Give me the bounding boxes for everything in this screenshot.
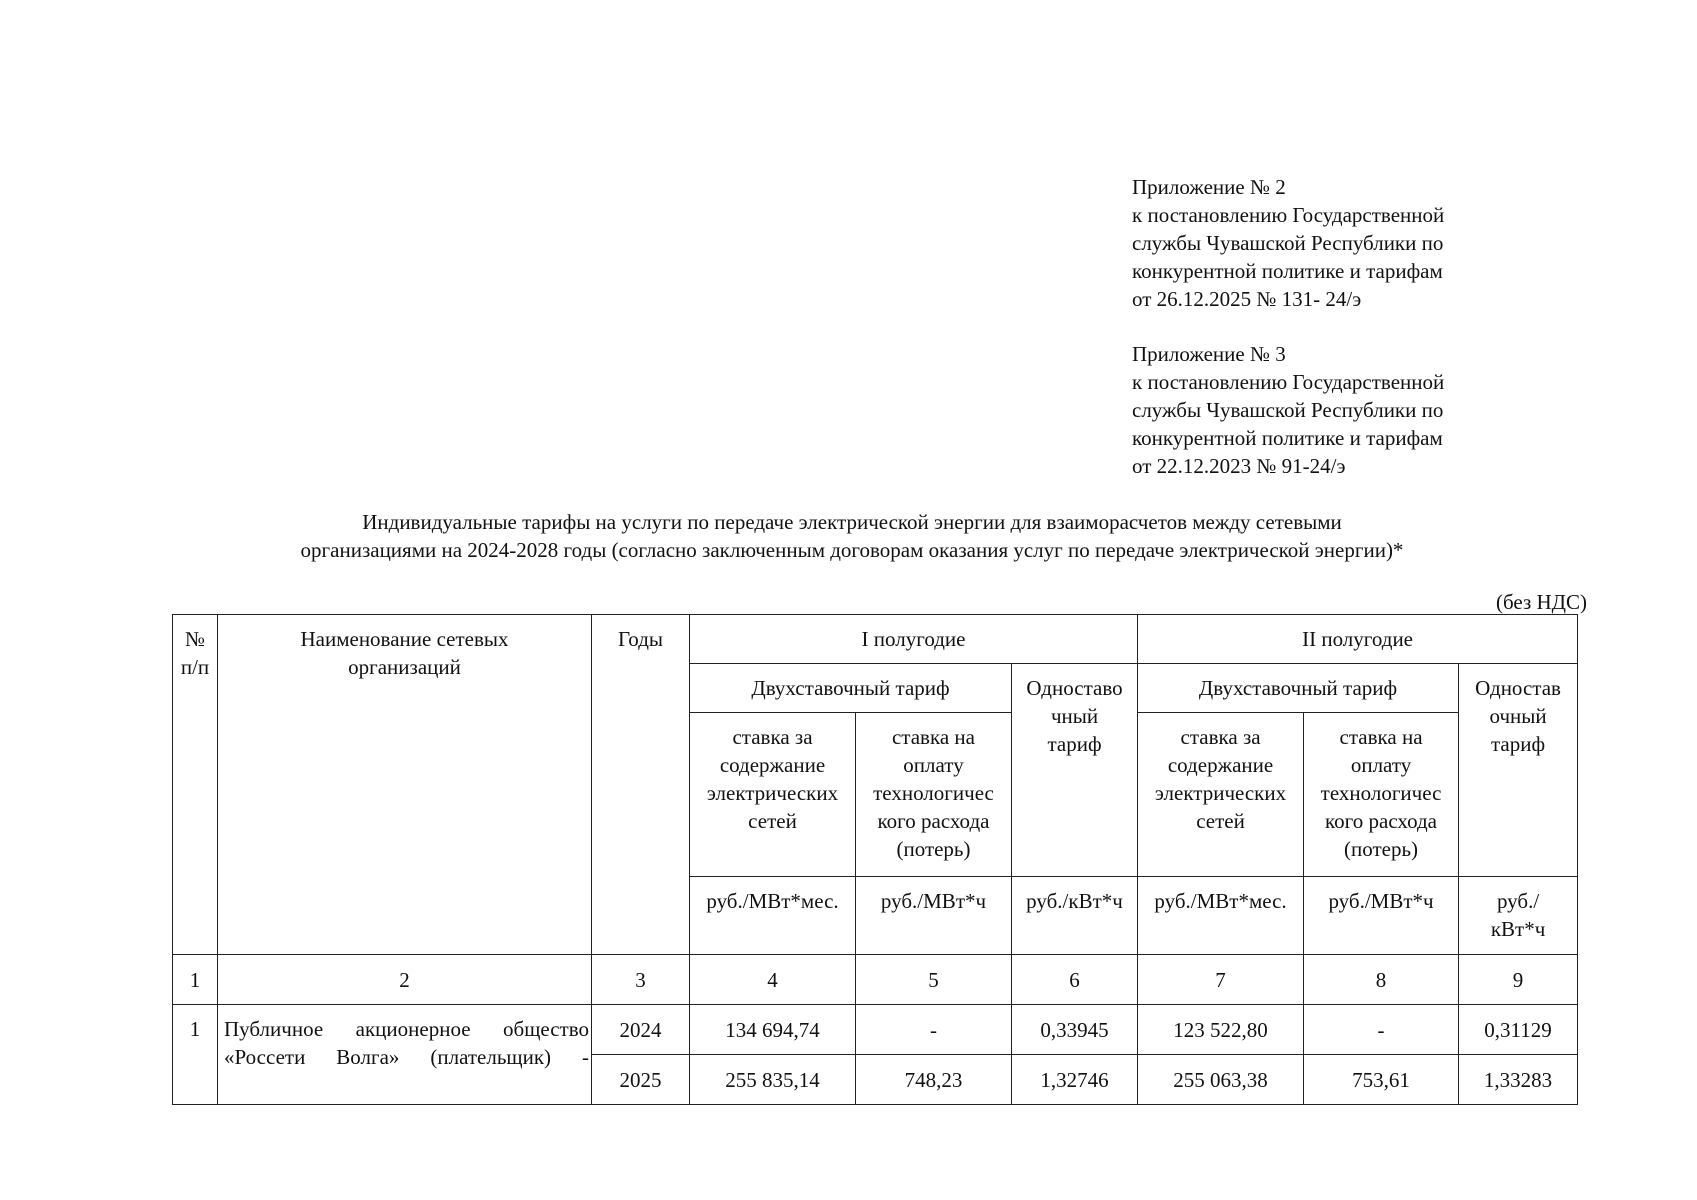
document-title-line: Индивидуальные тарифы на услуги по передаче электрической энергии для взаиморасчетов между сетевыми xyxy=(362,510,1342,534)
header-text: ставка за xyxy=(1180,725,1261,749)
header-half-2: II полугодие xyxy=(1138,615,1578,664)
header-text: оплату xyxy=(903,753,964,777)
header-text: кВт*ч xyxy=(1490,917,1546,941)
unit-col-5: руб./МВт*ч xyxy=(856,877,1012,955)
header-text: сетей xyxy=(1196,809,1245,833)
header-text: содержание xyxy=(1167,753,1274,777)
appendix-line: конкурентной политике и тарифам xyxy=(1132,426,1443,450)
value-cell: 134 694,74 xyxy=(690,1005,856,1055)
value-cell: 0,33945 xyxy=(1012,1005,1138,1055)
header-text: кого расхода xyxy=(1325,809,1437,833)
header-two-rate-2: Двухставочный тариф xyxy=(1138,664,1459,713)
header-text: (потерь) xyxy=(896,837,971,861)
unit-col-9 xyxy=(1459,877,1578,955)
column-number: 6 xyxy=(1012,955,1138,1005)
vat-note: (без НДС) xyxy=(1495,590,1587,614)
unit-col-6: руб./кВт*ч xyxy=(1012,877,1138,955)
org-name-line: Публичное акционерное общество xyxy=(224,1017,589,1041)
column-number: 1 xyxy=(173,955,218,1005)
value-cell: - xyxy=(856,1005,1012,1055)
value-cell: 0,31129 xyxy=(1459,1005,1578,1055)
value-cell: - xyxy=(1304,1005,1459,1055)
header-text: технологичес xyxy=(873,781,994,805)
year-cell: 2025 xyxy=(592,1055,690,1105)
header-text: оплату xyxy=(1350,753,1412,777)
value-cell: 753,61 xyxy=(1304,1055,1459,1105)
column-number-row xyxy=(173,955,1578,1005)
header-text: (потерь) xyxy=(1344,837,1419,861)
header-text: электрических xyxy=(706,781,839,805)
unit-col-7: руб./МВт*мес. xyxy=(1138,877,1304,955)
appendix-current-block xyxy=(1132,173,1552,313)
header-losses-rate-2 xyxy=(1304,713,1459,877)
header-text: технологичес xyxy=(1320,781,1442,805)
header-years: Годы xyxy=(592,615,690,955)
value-cell: 255 063,38 xyxy=(1138,1055,1304,1105)
appendix-line: от 22.12.2023 № 91-24/э xyxy=(1132,454,1346,478)
appendix-line: Приложение № 2 xyxy=(1132,175,1286,199)
header-num xyxy=(173,615,218,955)
appendix-line: Приложение № 3 xyxy=(1132,342,1286,366)
column-number: 3 xyxy=(592,955,690,1005)
header-text: ставка на xyxy=(891,725,975,749)
header-text: чный xyxy=(1050,704,1099,728)
column-number: 7 xyxy=(1138,955,1304,1005)
header-text: ставка на xyxy=(1339,725,1423,749)
header-text: очный xyxy=(1489,704,1547,728)
value-cell: 1,32746 xyxy=(1012,1055,1138,1105)
table-row xyxy=(173,1005,1578,1055)
header-losses-rate-1 xyxy=(856,713,1012,877)
column-number: 2 xyxy=(218,955,592,1005)
value-cell: 1,33283 xyxy=(1459,1055,1578,1105)
header-text: Одностав xyxy=(1475,676,1561,700)
unit-col-4: руб./МВт*мес. xyxy=(690,877,856,955)
header-single-rate-1 xyxy=(1012,664,1138,877)
value-cell: 123 522,80 xyxy=(1138,1005,1304,1055)
document-title-line: организациями на 2024-2028 годы (согласно заключенным договорам оказания услуг по передаче электрической энергии)* xyxy=(300,538,1404,562)
header-org-name xyxy=(218,615,592,955)
appendix-original-block xyxy=(1132,340,1552,480)
column-number: 4 xyxy=(690,955,856,1005)
document-title xyxy=(160,508,1544,564)
value-cell: 748,23 xyxy=(856,1055,1012,1105)
unit-col-8: руб./МВт*ч xyxy=(1304,877,1459,955)
org-name-line: «Россети Волга» (плательщик) - xyxy=(224,1045,589,1069)
appendix-line: от 26.12.2025 № 131- 24/э xyxy=(1132,287,1362,311)
year-cell: 2024 xyxy=(592,1005,690,1055)
column-number: 9 xyxy=(1459,955,1578,1005)
header-text: п/п xyxy=(180,655,210,679)
header-text: кого расхода xyxy=(877,809,990,833)
column-number: 5 xyxy=(856,955,1012,1005)
org-name-cell xyxy=(218,1005,592,1105)
header-half-1: I полугодие xyxy=(690,615,1138,664)
header-text: организаций xyxy=(348,655,461,679)
header-two-rate-1: Двухставочный тариф xyxy=(690,664,1012,713)
appendix-line: к постановлению Государственной xyxy=(1132,203,1445,227)
header-text: ставка за xyxy=(732,725,813,749)
header-maintenance-rate-2 xyxy=(1138,713,1304,877)
header-maintenance-rate-1 xyxy=(690,713,856,877)
header-text: тариф xyxy=(1490,732,1546,756)
appendix-line: службы Чувашской Республики по xyxy=(1132,398,1444,422)
header-text: сетей xyxy=(748,809,797,833)
header-single-rate-2 xyxy=(1459,664,1578,877)
column-number: 8 xyxy=(1304,955,1459,1005)
tariff-table xyxy=(172,614,1578,1105)
header-text: Одноставо xyxy=(1026,676,1123,700)
row-number: 1 xyxy=(173,1005,218,1105)
header-text: тариф xyxy=(1047,732,1102,756)
appendix-line: службы Чувашской Республики по xyxy=(1132,231,1444,255)
header-text: Наименование сетевых xyxy=(300,627,509,651)
appendix-line: к постановлению Государственной xyxy=(1132,370,1445,394)
value-cell: 255 835,14 xyxy=(690,1055,856,1105)
header-text: руб./ xyxy=(1496,889,1540,913)
header-text: содержание xyxy=(719,753,826,777)
appendix-line: конкурентной политике и тарифам xyxy=(1132,259,1443,283)
header-text: электрических xyxy=(1154,781,1287,805)
header-text: № xyxy=(184,627,206,651)
